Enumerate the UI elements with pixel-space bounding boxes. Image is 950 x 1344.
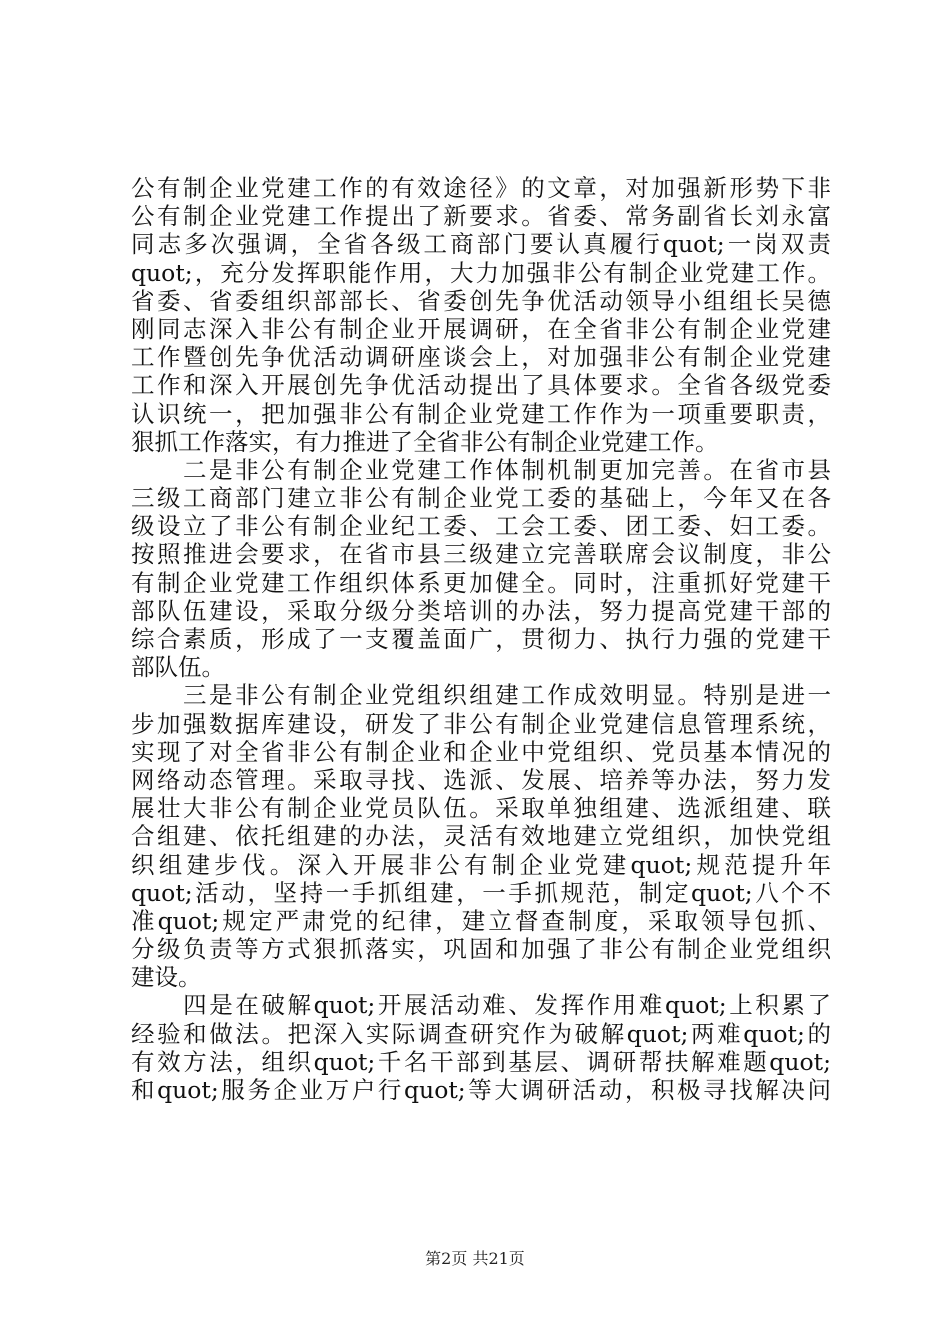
text-line: 经验和做法。把深入实际调查研究作为破解quot;两难quot;的 (131, 1019, 831, 1048)
text-line: 分级负责等方式狠抓落实，巩固和加强了非公有制企业党组织 (131, 935, 831, 964)
text-line: 公有制企业党建工作的有效途径》的文章，对加强新形势下非 (131, 174, 831, 202)
text-line: 和quot;服务企业万户行quot;等大调研活动，积极寻找解决问 (131, 1076, 831, 1104)
text-line: 三级工商部门建立非公有制企业党工委的基础上，今年又在各 (131, 484, 831, 513)
text-line: 实现了对全省非公有制企业和企业中党组织、党员基本情况的 (131, 737, 831, 766)
text-line: 狠抓工作落实，有力推进了全省非公有制企业党建工作。 (131, 427, 719, 456)
document-body (131, 174, 831, 1104)
text-line: 工作和深入开展创先争优活动提出了具体要求。全省各级党委 (131, 371, 831, 400)
text-line: 部队伍。 (131, 653, 225, 682)
text-line: 认识统一，把加强非公有制企业党建工作作为一项重要职责， (131, 399, 831, 428)
text-line: 织组建步伐。深入开展非公有制企业党建quot;规范提升年 (131, 850, 831, 879)
text-line: 网络动态管理。采取寻找、选派、发展、培养等办法，努力发 (131, 765, 831, 794)
text-line: 级设立了非公有制企业纪工委、工会工委、团工委、妇工委。 (131, 512, 831, 541)
text-line: 四是在破解quot;开展活动难、发挥作用难quot;上积累了 (131, 991, 831, 1020)
text-line: 有制企业党建工作组织体系更加健全。同时，注重抓好党建干 (131, 568, 831, 597)
text-line: 合组建、依托组建的办法，灵活有效地建立党组织，加快党组 (131, 822, 831, 851)
page-footer: 第2页 共21页 (425, 1249, 525, 1268)
text-line: quot;活动，坚持一手抓组建，一手抓规范，制定quot;八个不 (131, 878, 831, 907)
text-line: 建设。 (131, 963, 202, 992)
text-line: 部队伍建设，采取分级分类培训的办法，努力提高党建干部的 (131, 596, 831, 625)
text-line: 准quot;规定严肃党的纪律，建立督查制度，采取领导包抓、 (131, 906, 831, 935)
text-line: 刚同志深入非公有制企业开展调研，在全省非公有制企业党建 (131, 314, 831, 343)
text-line: 综合素质，形成了一支覆盖面广，贯彻力、执行力强的党建干 (131, 625, 831, 653)
text-line: 省委、省委组织部部长、省委创先争优活动领导小组组长吴德 (131, 286, 831, 315)
text-line: 三是非公有制企业党组织组建工作成效明显。特别是进一 (131, 681, 831, 710)
text-line: 有效方法，组织quot;千名干部到基层、调研帮扶解难题quot; (131, 1047, 831, 1076)
text-line: quot;，充分发挥职能作用，大力加强非公有制企业党建工作。 (131, 258, 831, 287)
text-line: 按照推进会要求，在省市县三级建立完善联席会议制度，非公 (131, 540, 831, 569)
text-line: 二是非公有制企业党建工作体制机制更加完善。在省市县 (131, 455, 831, 484)
text-line: 工作暨创先争优活动调研座谈会上，对加强非公有制企业党建 (131, 343, 831, 372)
text-line: 同志多次强调，全省各级工商部门要认真履行quot;一岗双责 (131, 230, 831, 259)
text-line: 公有制企业党建工作提出了新要求。省委、常务副省长刘永富 (131, 202, 831, 231)
text-line: 展壮大非公有制企业党员队伍。采取单独组建、选派组建、联 (131, 794, 831, 823)
text-line: 步加强数据库建设，研发了非公有制企业党建信息管理系统， (131, 709, 831, 738)
